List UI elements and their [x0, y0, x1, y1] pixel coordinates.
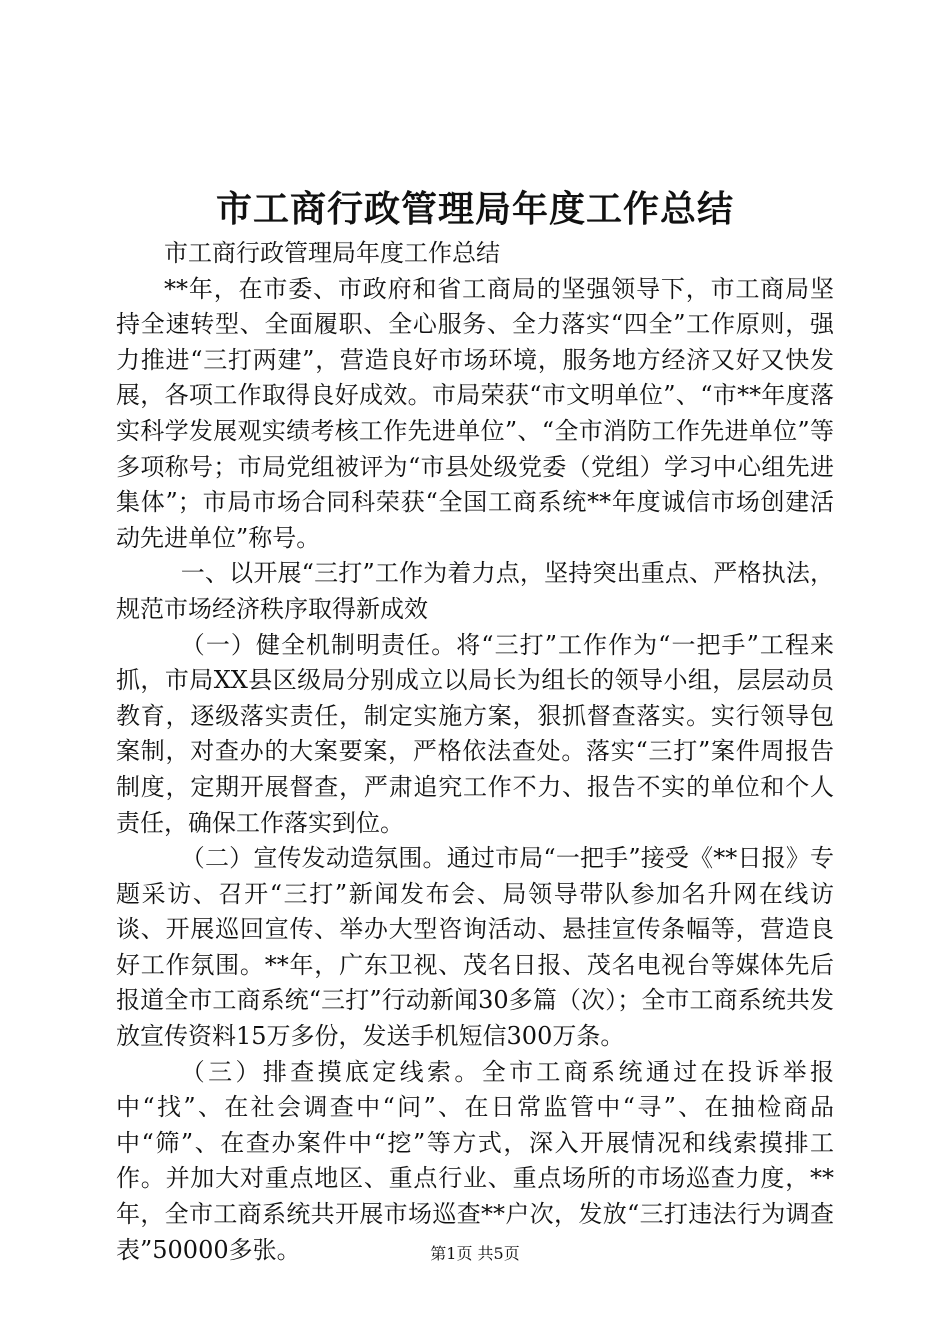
document-title: 市工商行政管理局年度工作总结: [215, 188, 734, 230]
paragraph-intro: **年，在市委、市政府和省工商局的坚强领导下，市工商局坚持全速转型、全面履职、全心服务、全力落实“四全”工作原则，强力推进“三打两建”，营造良好市场环境，服务地方经济又好又快发展，各项工作取得良好成效。市局荣获“市文明单位”、“市**年度落实科学发展观实绩考核工作先进单位”、“全市消防工作先进单位”等多项称号；市局党组被评为“市县处级党委（党组）学习中心组先进集体”；市局市场合同科荣获“全国工商系统**年度诚信市场创建活动先进单位”称号。: [116, 274, 834, 552]
page-number: 第1页 共5页: [430, 1244, 520, 1263]
paragraph-item-3: （三）排查摸底定线索。全市工商系统通过在投诉举报中“找”、在社会调查中“问”、在日常监管中“寻”、在抽检商品中“筛”、在查办案件中“挖”等方式，深入开展情况和线索摸排工作。并加大对重点地区、重点行业、重点场所的市场巡查力度，**年，全市工商系统共开展市场巡查**户次，发放“三打违法行为调查表”50000多张。: [116, 1057, 834, 1264]
document-body: [116, 236, 834, 1268]
paragraph-heading: 市工商行政管理局年度工作总结: [164, 239, 500, 267]
paragraph-item-1: （一）健全机制明责任。将“三打”工作作为“一把手”工程来抓，市局XX县区级局分别成立以局长为组长的领导小组，层层动员教育，逐级落实责任，制定实施方案，狠抓督查落实。实行领导包案制，对查办的大案要案，严格依法查处。落实“三打”案件周报告制度，定期开展督查，严肃追究工作不力、报告不实的单位和个人责任，确保工作落实到位。: [116, 630, 834, 837]
section-heading-1: 一、以开展“三打”工作为着力点，坚持突出重点、严格执法，规范市场经济秩序取得新成效: [116, 559, 834, 623]
paragraph-item-2: （二）宣传发动造氛围。通过市局“一把手”接受《**日报》专题采访、召开“三打”新闻发布会、局领导带队参加名升网在线访谈、开展巡回宣传、举办大型咨询活动、悬挂宣传条幅等，营造良好工作氛围。**年，广东卫视、茂名日报、茂名电视台等媒体先后报道全市工商系统“三打”行动新闻30多篇（次）；全市工商系统共发放宣传资料15万多份，发送手机短信300万条。: [116, 844, 834, 1051]
